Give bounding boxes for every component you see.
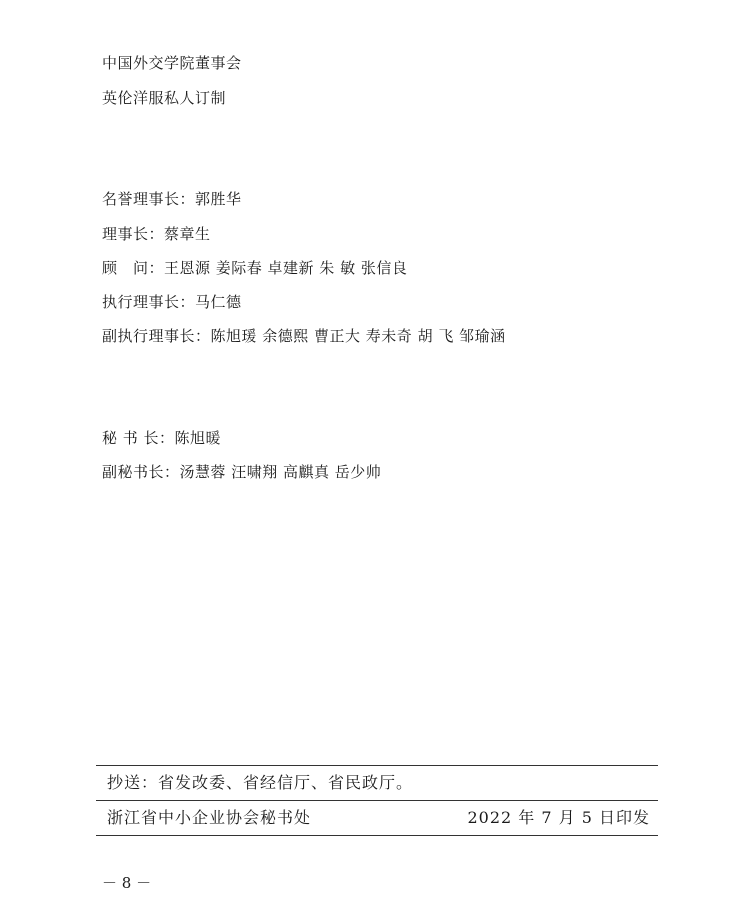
footer-top-rule	[96, 765, 658, 766]
secretary-general-line: 秘 书 长：陈旭暖	[102, 429, 222, 447]
organization-line-2: 英伦洋服私人订制	[102, 89, 227, 107]
honorary-chair-line: 名誉理事长：郭胜华	[102, 190, 242, 208]
executive-chair-line: 执行理事长：马仁德	[102, 293, 242, 311]
issuer-name: 浙江省中小企业协会秘书处	[107, 808, 312, 827]
issue-date: 2022 年 7 月 5 日印发	[467, 808, 650, 827]
advisors-line: 顾 问：王恩源 姜际春 卓建新 朱 敏 张信良	[102, 259, 408, 277]
chair-line: 理事长：蔡章生	[102, 225, 211, 243]
page-number: － 8 －	[102, 874, 152, 892]
vice-executive-chairs-line: 副执行理事长：陈旭瑗 余德熙 曹正大 寿未奇 胡 飞 邹瑜涵	[102, 327, 506, 345]
footer-bottom-rule	[96, 835, 658, 836]
deputy-secretary-generals-line: 副秘书长：汤慧蓉 汪啸翔 高麒真 岳少帅	[102, 463, 382, 481]
footer-middle-rule	[96, 800, 658, 801]
organization-line-1: 中国外交学院董事会	[102, 54, 242, 72]
cc-distribution-line: 抄送：省发改委、省经信厅、省民政厅。	[107, 773, 414, 792]
